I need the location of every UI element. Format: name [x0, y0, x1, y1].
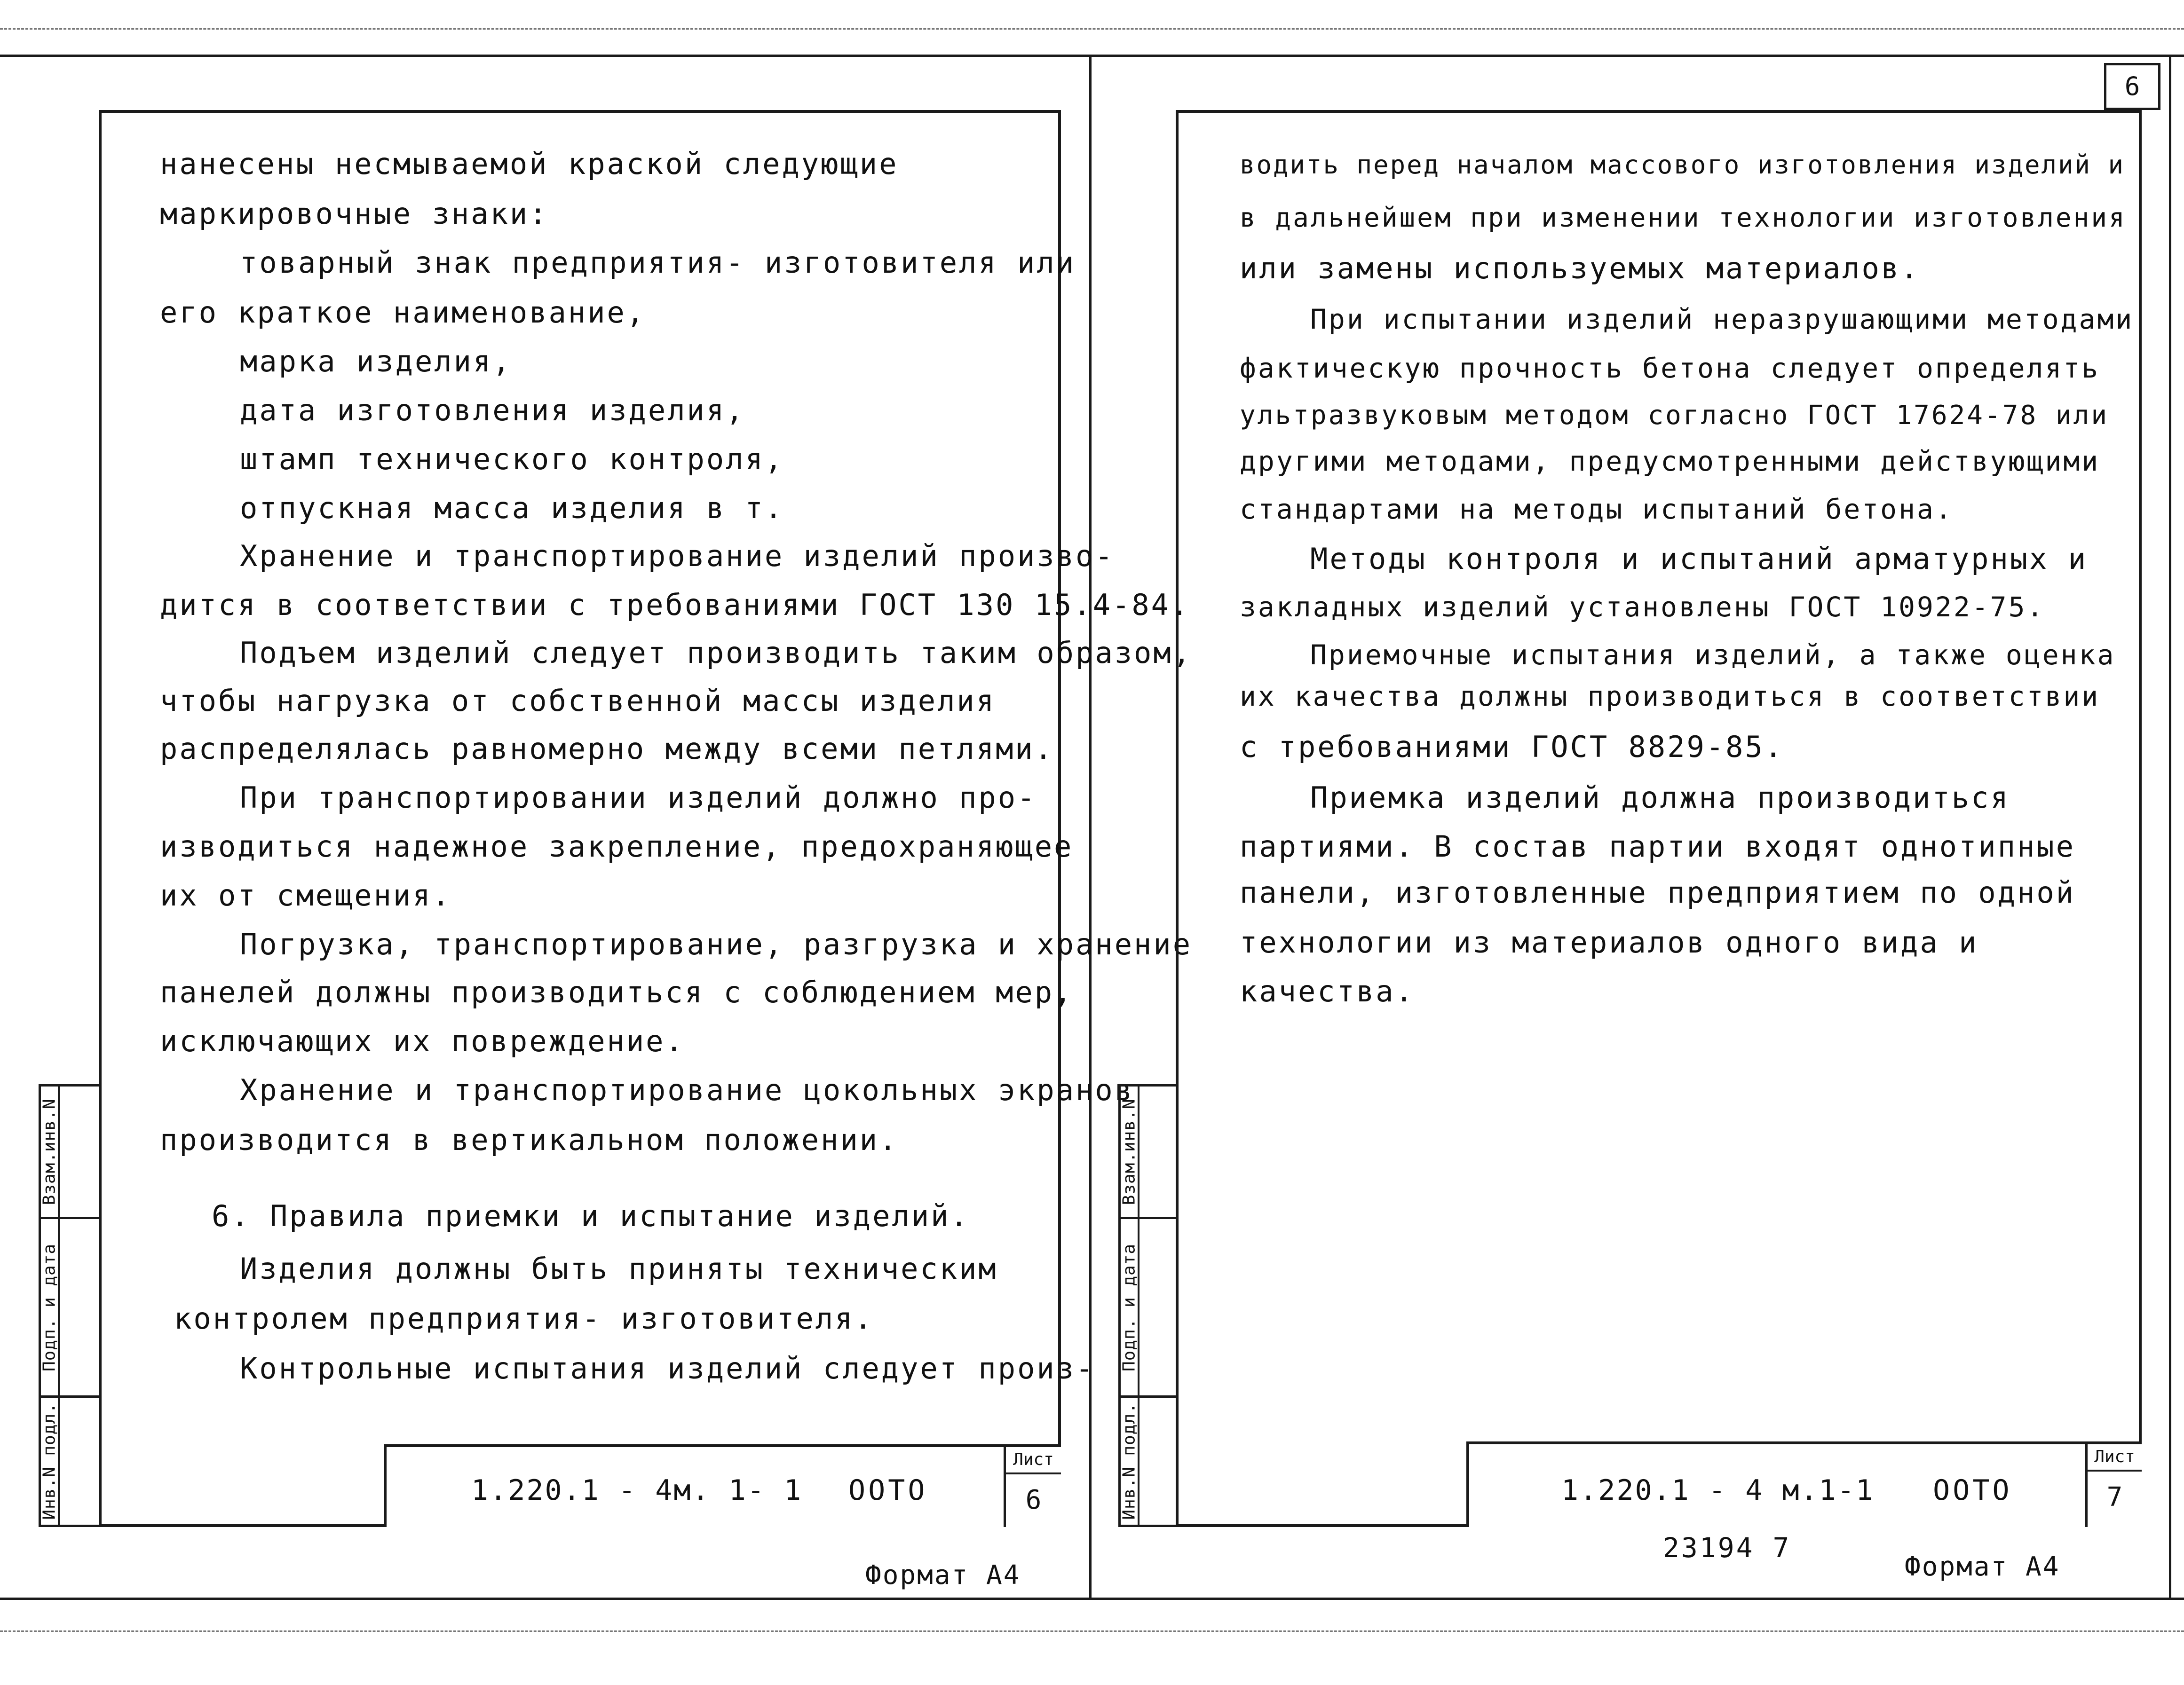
text-line: партиями. В состав партии входят однотипные	[1240, 829, 2076, 864]
text-line: производится в вертикальном положении.	[160, 1123, 899, 1157]
left-format-label: Формат А4	[865, 1560, 1021, 1591]
text-line: товарный знак предприятия- изготовителя или	[240, 245, 1076, 280]
side-label: Подп. и дата	[40, 1243, 59, 1371]
text-line: с требованиями ГОСТ 8829-85.	[1240, 730, 1784, 764]
text-line: Погрузка, транспортирование, разгрузка и хранение	[240, 927, 1193, 961]
text-line: водить перед началом массового изготовления изделий и	[1240, 150, 2125, 180]
side-cell-replace-inv	[1121, 1087, 1176, 1219]
sheet-label: Лист	[2088, 1444, 2142, 1472]
side-cell-inv-orig	[41, 1398, 99, 1525]
text-line: Контрольные испытания изделий следует произ-	[240, 1351, 1095, 1386]
text-line: Приемочные испытания изделий, а также оценка	[1310, 639, 2116, 671]
side-label: Взам.инв.N	[1119, 1098, 1139, 1205]
organization-code: ООТО	[848, 1474, 928, 1507]
outer-top-line	[0, 55, 2184, 57]
text-line: его краткое наименование,	[160, 295, 646, 330]
text-line: закладных изделий установлены ГОСТ 10922-75.	[1240, 591, 2045, 623]
organization-code: ООТО	[1933, 1474, 2012, 1507]
bottom-scan-edge	[0, 1630, 2184, 1632]
right-title-block	[1466, 1441, 2142, 1527]
sheet-label: Лист	[1006, 1447, 1061, 1474]
sheet-number-box	[1004, 1447, 1061, 1527]
text-line: нанесены несмываемой краской следующие	[160, 147, 899, 181]
sheet-number-box	[2085, 1444, 2142, 1527]
text-line: изводиться надежное закрепление, предохраняющее	[160, 829, 1074, 864]
right-edge-line	[2169, 55, 2171, 1599]
document-code: 1.220.1 - 4 м.1-1	[1561, 1474, 1875, 1507]
text-line: другими методами, предусмотренными действующими	[1240, 445, 2100, 477]
corner-page-number: 6	[2104, 63, 2160, 110]
text-line: панелей должны производиться с соблюдением мер,	[160, 975, 1074, 1009]
right-side-strip	[1118, 1084, 1179, 1527]
text-line: Подъем изделий следует производить таким образом,	[240, 636, 1193, 670]
text-line: отпускная масса изделия в т.	[240, 491, 784, 525]
side-label: Взам.инв.N	[40, 1098, 59, 1205]
text-line: Хранение и транспортирование цокольных экранов	[240, 1073, 1134, 1107]
side-cell-inv-orig	[1121, 1398, 1176, 1525]
side-cell-sign-date	[1121, 1219, 1176, 1398]
side-label: Инв.N подл.	[40, 1402, 59, 1520]
text-line: При испытании изделий неразрушающими методами	[1310, 303, 2134, 335]
text-line: фактическую прочность бетона следует определять	[1240, 352, 2100, 384]
right-format-label: Формат А4	[1905, 1551, 2060, 1582]
document-code: 1.220.1 - 4м. 1- 1	[471, 1474, 803, 1507]
side-cell-sign-date	[41, 1219, 99, 1398]
sheet-number: 6	[1025, 1485, 1042, 1515]
sheet-number: 7	[2106, 1482, 2123, 1512]
side-cell-replace-inv	[41, 1087, 99, 1219]
text-line: или замены используемых материалов.	[1240, 251, 1920, 285]
text-line: дата изготовления изделия,	[240, 393, 745, 427]
side-label: Подп. и дата	[1119, 1243, 1139, 1371]
text-line: распределялась равномерно между всеми петлями.	[160, 732, 1054, 766]
text-line: Методы контроля и испытаний арматурных и	[1310, 542, 2088, 576]
text-line: дится в соответствии с требованиями ГОСТ 130 15.4-84.	[160, 588, 1190, 622]
text-line: технологии из материалов одного вида и	[1240, 925, 1978, 960]
text-line: их качества должны производиться в соответствии	[1240, 680, 2100, 712]
text-line: исключающих их повреждение.	[160, 1024, 685, 1058]
text-line: панели, изготовленные предприятием по одной	[1240, 875, 2076, 910]
text-line: качества.	[1240, 974, 1415, 1008]
side-label: Инв.N подл.	[1119, 1402, 1139, 1520]
text-line: контролем предприятия- изготовителя.	[174, 1301, 874, 1336]
text-line: маркировочные знаки:	[160, 197, 549, 231]
top-scan-edge	[0, 28, 2184, 30]
text-line: Приемка изделий должна производиться	[1310, 780, 2010, 815]
left-title-block	[384, 1444, 1061, 1527]
text-line: штамп технического контроля,	[240, 442, 784, 476]
text-line: марка изделия,	[240, 344, 512, 378]
text-line: чтобы нагрузка от собственной массы изделия	[160, 684, 996, 718]
section-heading: 6. Правила приемки и испытание изделий.	[212, 1199, 970, 1233]
text-line: Изделия должны быть приняты техническим	[240, 1252, 998, 1286]
text-line: в дальнейшем при изменении технологии изготовления	[1240, 203, 2127, 233]
text-line: их от смещения.	[160, 878, 451, 913]
text-line: стандартами на методы испытаний бетона.	[1240, 493, 1954, 525]
archive-number: 23194 7	[1663, 1532, 1791, 1564]
text-line: Хранение и транспортирование изделий произво-	[240, 539, 1115, 573]
text-line: При транспортировании изделий должно про-	[240, 780, 1037, 815]
text-line: ультразвуковым методом согласно ГОСТ 17624-78 или	[1240, 400, 2109, 431]
left-side-strip	[39, 1084, 102, 1527]
outer-bottom-line	[0, 1598, 2184, 1600]
